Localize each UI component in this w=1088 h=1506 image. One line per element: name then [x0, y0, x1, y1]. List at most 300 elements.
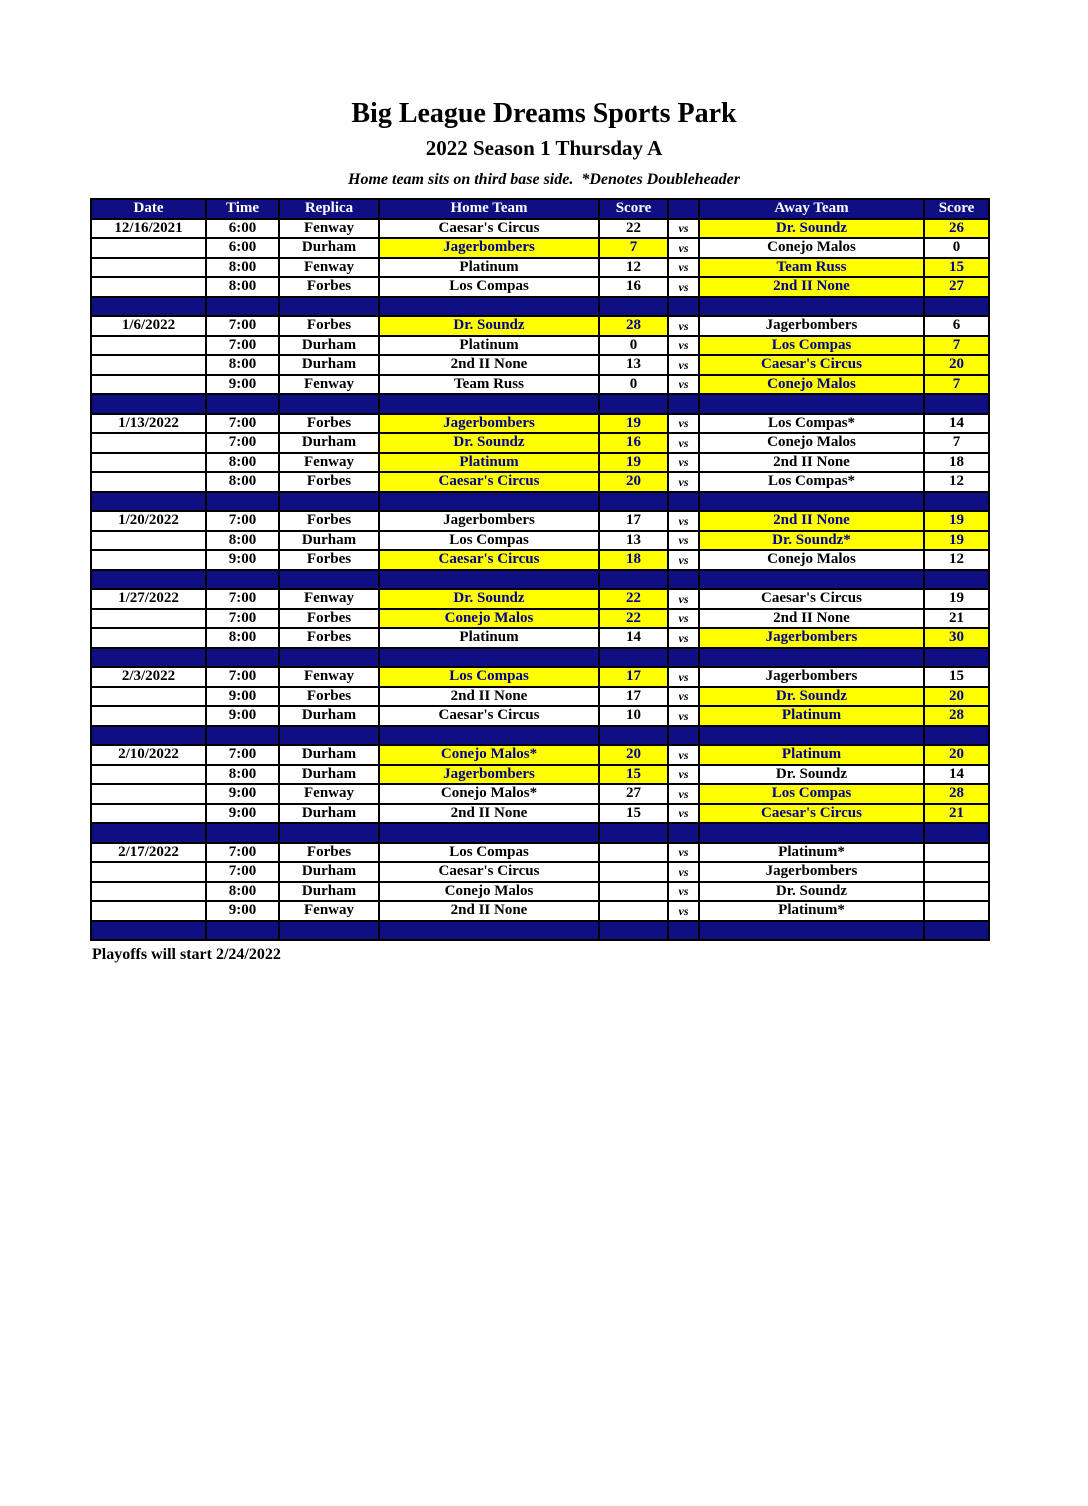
separator-cell [599, 726, 668, 746]
away-team-cell: Team Russ [699, 258, 924, 278]
home-score-cell: 19 [599, 453, 668, 473]
vs-cell: vs [668, 336, 699, 356]
vs-cell: vs [668, 258, 699, 278]
schedule-table-body [91, 219, 989, 941]
replica-cell: Durham [279, 804, 379, 824]
replica-cell: Durham [279, 745, 379, 765]
vs-cell: vs [668, 628, 699, 648]
vs-cell: vs [668, 706, 699, 726]
away-team-cell: 2nd II None [699, 511, 924, 531]
separator-cell [668, 394, 699, 414]
home-team-cell: 2nd II None [379, 355, 599, 375]
home-score-cell [599, 843, 668, 863]
date-cell: 2/17/2022 [91, 843, 206, 863]
away-team-cell: Jagerbombers [699, 628, 924, 648]
replica-cell: Forbes [279, 472, 379, 492]
separator-cell [279, 394, 379, 414]
vs-cell: vs [668, 355, 699, 375]
time-cell: 6:00 [206, 219, 279, 239]
replica-cell: Durham [279, 238, 379, 258]
home-score-cell: 16 [599, 433, 668, 453]
vs-cell: vs [668, 589, 699, 609]
separator-cell [599, 648, 668, 668]
separator-cell [91, 921, 206, 941]
away-score-cell: 14 [924, 414, 989, 434]
replica-cell: Forbes [279, 628, 379, 648]
separator-cell [206, 570, 279, 590]
separator-cell [91, 492, 206, 512]
time-cell: 8:00 [206, 882, 279, 902]
separator-cell [279, 648, 379, 668]
home-team-cell: Platinum [379, 258, 599, 278]
replica-cell: Fenway [279, 589, 379, 609]
home-score-cell: 16 [599, 277, 668, 297]
separator-cell [91, 570, 206, 590]
home-team-cell: Team Russ [379, 375, 599, 395]
vs-cell: vs [668, 804, 699, 824]
column-header-replica-2: Replica [279, 199, 379, 219]
time-cell: 8:00 [206, 355, 279, 375]
replica-cell: Forbes [279, 843, 379, 863]
away-score-cell: 19 [924, 511, 989, 531]
vs-cell: vs [668, 843, 699, 863]
game-row [91, 414, 989, 434]
separator-cell [599, 297, 668, 317]
vs-cell: vs [668, 765, 699, 785]
vs-cell: vs [668, 862, 699, 882]
date-cell [91, 862, 206, 882]
away-score-cell: 28 [924, 706, 989, 726]
date-cell [91, 706, 206, 726]
home-team-cell: Los Compas [379, 531, 599, 551]
away-score-cell: 26 [924, 219, 989, 239]
away-score-cell: 21 [924, 609, 989, 629]
vs-cell: vs [668, 316, 699, 336]
separator-cell [91, 823, 206, 843]
separator-row [91, 394, 989, 414]
replica-cell: Durham [279, 706, 379, 726]
time-cell: 8:00 [206, 453, 279, 473]
game-row [91, 667, 989, 687]
separator-cell [668, 726, 699, 746]
away-score-cell [924, 901, 989, 921]
away-score-cell: 6 [924, 316, 989, 336]
vs-cell: vs [668, 453, 699, 473]
time-cell: 7:00 [206, 316, 279, 336]
separator-row [91, 297, 989, 317]
away-team-cell: Platinum [699, 706, 924, 726]
game-row [91, 882, 989, 902]
time-cell: 8:00 [206, 628, 279, 648]
separator-cell [206, 297, 279, 317]
home-team-cell: Caesar's Circus [379, 472, 599, 492]
column-header-score-4: Score [599, 199, 668, 219]
vs-cell: vs [668, 433, 699, 453]
home-team-cell: Jagerbombers [379, 511, 599, 531]
away-team-cell: Los Compas [699, 784, 924, 804]
home-score-cell: 0 [599, 336, 668, 356]
separator-cell [599, 492, 668, 512]
date-cell [91, 277, 206, 297]
separator-row [91, 726, 989, 746]
vs-cell: vs [668, 901, 699, 921]
date-cell [91, 765, 206, 785]
time-cell: 7:00 [206, 433, 279, 453]
game-row [91, 901, 989, 921]
separator-cell [279, 297, 379, 317]
date-cell: 1/27/2022 [91, 589, 206, 609]
date-cell [91, 628, 206, 648]
game-row [91, 589, 989, 609]
time-cell: 9:00 [206, 706, 279, 726]
home-team-cell: 2nd II None [379, 804, 599, 824]
home-team-cell: Caesar's Circus [379, 706, 599, 726]
away-team-cell: Conejo Malos [699, 238, 924, 258]
time-cell: 7:00 [206, 667, 279, 687]
away-team-cell: Los Compas* [699, 472, 924, 492]
away-team-cell: 2nd II None [699, 453, 924, 473]
away-score-cell: 15 [924, 667, 989, 687]
separator-cell [91, 394, 206, 414]
separator-cell [599, 921, 668, 941]
away-score-cell [924, 862, 989, 882]
away-score-cell: 0 [924, 238, 989, 258]
game-row [91, 531, 989, 551]
replica-cell: Forbes [279, 414, 379, 434]
time-cell: 8:00 [206, 258, 279, 278]
home-score-cell [599, 882, 668, 902]
separator-cell [924, 921, 989, 941]
separator-cell [379, 726, 599, 746]
replica-cell: Fenway [279, 375, 379, 395]
vs-cell: vs [668, 472, 699, 492]
away-team-cell: Los Compas* [699, 414, 924, 434]
home-team-cell: Dr. Soundz [379, 589, 599, 609]
replica-cell: Forbes [279, 550, 379, 570]
vs-cell: vs [668, 277, 699, 297]
away-team-cell: Jagerbombers [699, 316, 924, 336]
game-row [91, 784, 989, 804]
page-title: Big League Dreams Sports Park [351, 98, 737, 129]
vs-cell: vs [668, 550, 699, 570]
away-score-cell: 19 [924, 589, 989, 609]
away-team-cell: Platinum* [699, 901, 924, 921]
home-score-cell: 15 [599, 804, 668, 824]
away-score-cell: 27 [924, 277, 989, 297]
date-cell [91, 336, 206, 356]
page-subtitle: 2022 Season 1 Thursday A [425, 136, 663, 160]
separator-row [91, 921, 989, 941]
replica-cell: Fenway [279, 667, 379, 687]
separator-cell [206, 921, 279, 941]
time-cell: 7:00 [206, 843, 279, 863]
time-cell: 9:00 [206, 804, 279, 824]
game-row [91, 687, 989, 707]
game-row [91, 550, 989, 570]
away-team-cell: Platinum* [699, 843, 924, 863]
page-note: Home team sits on third base side. *Denotes Doubleheader [348, 171, 740, 188]
home-score-cell: 19 [599, 414, 668, 434]
time-cell: 7:00 [206, 745, 279, 765]
date-cell: 1/13/2022 [91, 414, 206, 434]
separator-cell [206, 823, 279, 843]
home-score-cell: 17 [599, 667, 668, 687]
time-cell: 8:00 [206, 277, 279, 297]
separator-cell [699, 492, 924, 512]
home-team-cell: Los Compas [379, 667, 599, 687]
replica-cell: Forbes [279, 687, 379, 707]
time-cell: 7:00 [206, 511, 279, 531]
home-score-cell [599, 862, 668, 882]
separator-cell [924, 570, 989, 590]
away-score-cell: 7 [924, 336, 989, 356]
away-score-cell: 12 [924, 472, 989, 492]
home-team-cell: Los Compas [379, 277, 599, 297]
date-cell [91, 550, 206, 570]
table-header-row [91, 199, 989, 219]
home-team-cell: Dr. Soundz [379, 316, 599, 336]
date-cell [91, 375, 206, 395]
separator-cell [379, 921, 599, 941]
vs-cell: vs [668, 531, 699, 551]
home-score-cell: 18 [599, 550, 668, 570]
separator-cell [924, 297, 989, 317]
home-team-cell: Caesar's Circus [379, 550, 599, 570]
replica-cell: Fenway [279, 453, 379, 473]
time-cell: 8:00 [206, 765, 279, 785]
away-team-cell: Dr. Soundz [699, 687, 924, 707]
away-team-cell: Los Compas [699, 336, 924, 356]
column-header-away-team-6: Away Team [699, 199, 924, 219]
replica-cell: Forbes [279, 511, 379, 531]
away-team-cell: Platinum [699, 745, 924, 765]
separator-cell [279, 570, 379, 590]
separator-cell [699, 570, 924, 590]
separator-cell [599, 570, 668, 590]
home-score-cell: 13 [599, 355, 668, 375]
home-team-cell: Jagerbombers [379, 765, 599, 785]
vs-cell: vs [668, 375, 699, 395]
home-score-cell [599, 901, 668, 921]
date-cell [91, 609, 206, 629]
game-row [91, 453, 989, 473]
separator-cell [379, 394, 599, 414]
away-score-cell: 18 [924, 453, 989, 473]
separator-cell [206, 492, 279, 512]
replica-cell: Durham [279, 765, 379, 785]
time-cell: 9:00 [206, 375, 279, 395]
away-score-cell: 20 [924, 687, 989, 707]
home-score-cell: 20 [599, 745, 668, 765]
home-team-cell: Platinum [379, 453, 599, 473]
replica-cell: Durham [279, 882, 379, 902]
game-row [91, 511, 989, 531]
separator-cell [699, 394, 924, 414]
game-row [91, 258, 989, 278]
date-cell [91, 784, 206, 804]
time-cell: 9:00 [206, 784, 279, 804]
date-cell [91, 355, 206, 375]
home-score-cell: 22 [599, 219, 668, 239]
time-cell: 7:00 [206, 862, 279, 882]
replica-cell: Forbes [279, 609, 379, 629]
home-score-cell: 17 [599, 687, 668, 707]
date-cell: 12/16/2021 [91, 219, 206, 239]
time-cell: 8:00 [206, 472, 279, 492]
separator-row [91, 570, 989, 590]
separator-cell [699, 921, 924, 941]
replica-cell: Fenway [279, 901, 379, 921]
date-cell [91, 804, 206, 824]
date-cell [91, 433, 206, 453]
away-score-cell [924, 843, 989, 863]
time-cell: 7:00 [206, 589, 279, 609]
separator-cell [379, 570, 599, 590]
time-cell: 9:00 [206, 901, 279, 921]
home-team-cell: Conejo Malos* [379, 745, 599, 765]
away-team-cell: Caesar's Circus [699, 804, 924, 824]
replica-cell: Fenway [279, 258, 379, 278]
away-team-cell: Jagerbombers [699, 862, 924, 882]
home-team-cell: 2nd II None [379, 687, 599, 707]
away-score-cell: 20 [924, 355, 989, 375]
replica-cell: Forbes [279, 277, 379, 297]
separator-cell [668, 570, 699, 590]
home-team-cell: Platinum [379, 336, 599, 356]
game-row [91, 277, 989, 297]
home-score-cell: 7 [599, 238, 668, 258]
game-row [91, 375, 989, 395]
separator-cell [91, 648, 206, 668]
separator-cell [668, 823, 699, 843]
separator-cell [206, 394, 279, 414]
separator-cell [668, 297, 699, 317]
date-cell: 1/20/2022 [91, 511, 206, 531]
date-cell [91, 687, 206, 707]
away-score-cell [924, 882, 989, 902]
date-cell [91, 882, 206, 902]
vs-cell: vs [668, 784, 699, 804]
vs-cell: vs [668, 882, 699, 902]
replica-cell: Fenway [279, 219, 379, 239]
playoffs-note: Playoffs will start 2/24/2022 [92, 946, 281, 963]
time-cell: 9:00 [206, 550, 279, 570]
home-score-cell: 10 [599, 706, 668, 726]
home-team-cell: Conejo Malos [379, 609, 599, 629]
separator-cell [206, 726, 279, 746]
away-team-cell: Dr. Soundz [699, 765, 924, 785]
vs-cell: vs [668, 609, 699, 629]
time-cell: 8:00 [206, 531, 279, 551]
away-team-cell: Conejo Malos [699, 433, 924, 453]
game-row [91, 804, 989, 824]
home-score-cell: 17 [599, 511, 668, 531]
game-row [91, 355, 989, 375]
game-row [91, 316, 989, 336]
home-score-cell: 20 [599, 472, 668, 492]
vs-cell: vs [668, 414, 699, 434]
separator-cell [279, 726, 379, 746]
game-row [91, 238, 989, 258]
column-header-score-7: Score [924, 199, 989, 219]
separator-cell [279, 921, 379, 941]
away-team-cell: Dr. Soundz* [699, 531, 924, 551]
separator-cell [924, 394, 989, 414]
away-team-cell: 2nd II None [699, 609, 924, 629]
separator-cell [924, 823, 989, 843]
away-score-cell: 7 [924, 375, 989, 395]
away-team-cell: Caesar's Circus [699, 589, 924, 609]
home-team-cell: Jagerbombers [379, 238, 599, 258]
separator-cell [699, 726, 924, 746]
date-cell [91, 258, 206, 278]
time-cell: 6:00 [206, 238, 279, 258]
game-row [91, 862, 989, 882]
home-team-cell: Los Compas [379, 843, 599, 863]
replica-cell: Durham [279, 862, 379, 882]
separator-cell [924, 726, 989, 746]
away-score-cell: 15 [924, 258, 989, 278]
away-score-cell: 30 [924, 628, 989, 648]
separator-cell [379, 648, 599, 668]
vs-cell: vs [668, 667, 699, 687]
separator-row [91, 823, 989, 843]
separator-row [91, 492, 989, 512]
home-score-cell: 22 [599, 609, 668, 629]
separator-cell [924, 492, 989, 512]
separator-cell [668, 648, 699, 668]
home-score-cell: 22 [599, 589, 668, 609]
game-row [91, 336, 989, 356]
game-row [91, 219, 989, 239]
vs-cell: vs [668, 745, 699, 765]
away-score-cell: 12 [924, 550, 989, 570]
separator-cell [379, 823, 599, 843]
date-cell: 2/10/2022 [91, 745, 206, 765]
away-team-cell: Conejo Malos [699, 550, 924, 570]
column-header-home-team-3: Home Team [379, 199, 599, 219]
column-header-time-1: Time [206, 199, 279, 219]
game-row [91, 628, 989, 648]
separator-cell [599, 394, 668, 414]
home-score-cell: 12 [599, 258, 668, 278]
vs-cell: vs [668, 511, 699, 531]
date-cell [91, 453, 206, 473]
home-team-cell: Dr. Soundz [379, 433, 599, 453]
game-row [91, 765, 989, 785]
time-cell: 7:00 [206, 414, 279, 434]
schedule-page [0, 98, 1088, 1506]
date-cell [91, 238, 206, 258]
column-header-vs [668, 199, 699, 219]
replica-cell: Durham [279, 433, 379, 453]
column-header-date-0: Date [91, 199, 206, 219]
home-score-cell: 15 [599, 765, 668, 785]
away-team-cell: Jagerbombers [699, 667, 924, 687]
vs-cell: vs [668, 219, 699, 239]
separator-cell [279, 492, 379, 512]
separator-row [91, 648, 989, 668]
date-cell: 1/6/2022 [91, 316, 206, 336]
separator-cell [91, 726, 206, 746]
separator-cell [668, 492, 699, 512]
game-row [91, 745, 989, 765]
away-team-cell: 2nd II None [699, 277, 924, 297]
away-score-cell: 21 [924, 804, 989, 824]
home-team-cell: Caesar's Circus [379, 219, 599, 239]
home-team-cell: Caesar's Circus [379, 862, 599, 882]
away-score-cell: 19 [924, 531, 989, 551]
